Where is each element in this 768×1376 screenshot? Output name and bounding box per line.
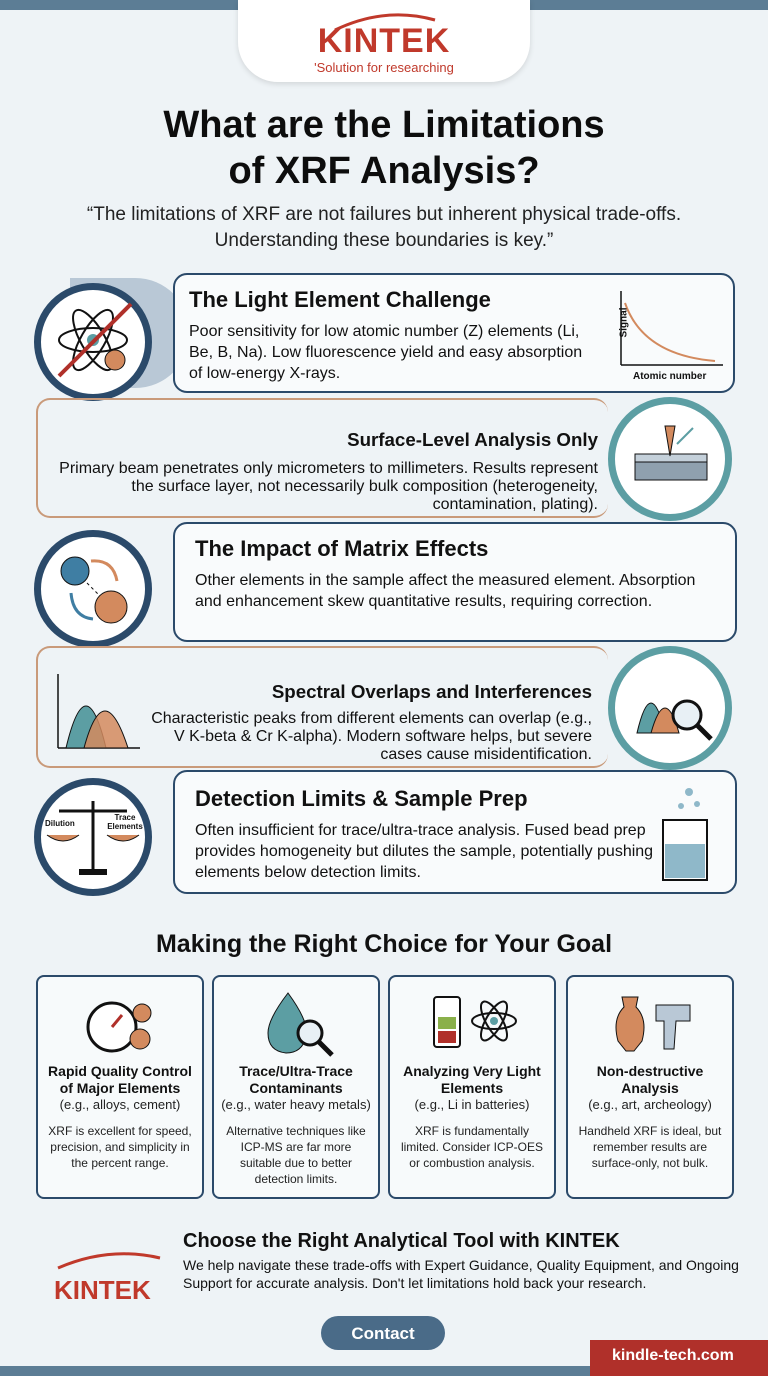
goal-description: XRF is fundamentally limited. Consider ICP-OES or combustion analysis.: [400, 1124, 544, 1170]
limitation-title: Spectral Overlaps and Interferences: [271, 680, 592, 702]
goal-title: Non-destructive Analysis: [596, 1063, 704, 1096]
cta-title: Choose the Right Analytical Tool with KINTEK: [183, 1230, 620, 1252]
goal-card-light-elements: [388, 975, 556, 1199]
logo-tagline: 'Solution for researching: [314, 60, 454, 75]
goal-title: Rapid Quality Control of Major Elements: [48, 1063, 192, 1096]
limitation-card-light-element: [173, 273, 735, 393]
chart-ylabel: Signal: [618, 307, 630, 338]
limitation-body: Often insufficient for trace/ultra-trace analysis. Fused bead prep provides homogeneity but dilutes the sample, potentially pushing elements below detection limits.: [195, 822, 654, 881]
limitation-card-matrix: [173, 522, 737, 642]
balance-scale-icon: [41, 785, 145, 889]
beaker-icon: [645, 782, 725, 886]
surface-penetration-icon: [615, 404, 725, 514]
goal-description: Handheld XRF is ideal, but remember results are surface-only, not bulk.: [578, 1124, 722, 1170]
goal-card-nondestructive: [566, 975, 734, 1199]
header-logo[interactable]: [238, 0, 530, 82]
goal-description: XRF is excellent for speed, precision, and simplicity in the percent range.: [48, 1124, 192, 1170]
vase-xrf-gun-icon: [604, 991, 700, 1057]
limitation-body: Primary beam penetrates only micrometers to millimeters. Results represent the surface layer, not necessarily bulk composition (heterogeneity, contamination, plating).: [59, 460, 598, 513]
limitation-title: Surface-Level Analysis Only: [347, 428, 598, 450]
goal-example: (e.g., art, archeology): [588, 1097, 712, 1112]
logo-wordmark: KINTEK: [54, 1275, 151, 1305]
limitation-card-spectral: [36, 646, 608, 768]
scale-label-trace: Trace Elements: [107, 813, 143, 831]
limitation-icon-circle: [34, 778, 152, 896]
magnified-peaks-icon: [615, 653, 725, 763]
limitation-title: The Light Element Challenge: [189, 287, 491, 312]
limitation-title: The Impact of Matrix Effects: [195, 536, 489, 561]
page-title: What are the Limitations of XRF Analysis?: [163, 104, 605, 192]
goal-card-quality-control: [36, 975, 204, 1199]
contact-button[interactable]: Contact: [321, 1316, 445, 1350]
stopwatch-gears-icon: [78, 991, 162, 1055]
limitation-icon-circle: [608, 646, 732, 770]
intro-quote: “The limitations of XRF are not failures but inherent physical trade-offs. Understanding these boundaries is key.”: [86, 204, 682, 251]
goal-example: (e.g., alloys, cement): [59, 1097, 181, 1112]
water-drop-magnifier-icon: [258, 989, 338, 1059]
goal-example: (e.g., Li in batteries): [414, 1097, 530, 1112]
goal-title: Trace/Ultra-Trace Contaminants: [239, 1063, 353, 1096]
goal-card-trace: [212, 975, 380, 1199]
goals-section-title: Making the Right Choice for Your Goal: [155, 930, 613, 958]
limitation-title: Detection Limits & Sample Prep: [195, 786, 528, 811]
scale-label-dilution: Dilution: [45, 819, 75, 828]
footer-logo: [54, 1250, 164, 1306]
cta-body: We help navigate these trade-offs with Expert Guidance, Quality Equipment, and Ongoing Support for accurate analysis. Don't let limitations hold back your research.: [183, 1257, 739, 1291]
goal-description: Alternative techniques like ICP-MS are far more suitable due to better detection limits.: [226, 1124, 366, 1186]
overlapping-peaks-chart-icon: [48, 668, 144, 758]
limitation-body: Poor sensitivity for low atomic number (Z) elements (Li, Be, B, Na). Low fluorescence yield and easy absorption of low-energy X-rays.: [189, 323, 583, 382]
logo-wordmark: KINTEK: [317, 22, 451, 60]
limitation-icon-circle: [608, 397, 732, 521]
chart-xlabel: Atomic number: [633, 371, 707, 382]
limitation-icon-circle: [34, 283, 152, 401]
crossed-atom-icon: [41, 290, 145, 394]
limitation-body: Other elements in the sample affect the measured element. Absorption and enhancement skew quantitative results, requiring correction.: [195, 572, 696, 610]
battery-atom-icon: [426, 991, 522, 1055]
footer-url-link[interactable]: kindle-tech.com: [612, 1347, 734, 1364]
limitation-card-detection: [173, 770, 737, 894]
limitation-card-surface: [36, 398, 608, 518]
limitation-body: Characteristic peaks from different elements can overlap (e.g., V K-beta & Cr K-alpha). Modern software helps, but severe cases cause misidentification.: [151, 710, 592, 763]
goal-title: Analyzing Very Light Elements: [403, 1063, 541, 1096]
limitation-icon-circle: [34, 530, 152, 648]
matrix-interaction-icon: [41, 537, 145, 641]
goal-example: (e.g., water heavy metals): [221, 1097, 371, 1112]
logo-swoosh-icon: [54, 1250, 164, 1270]
